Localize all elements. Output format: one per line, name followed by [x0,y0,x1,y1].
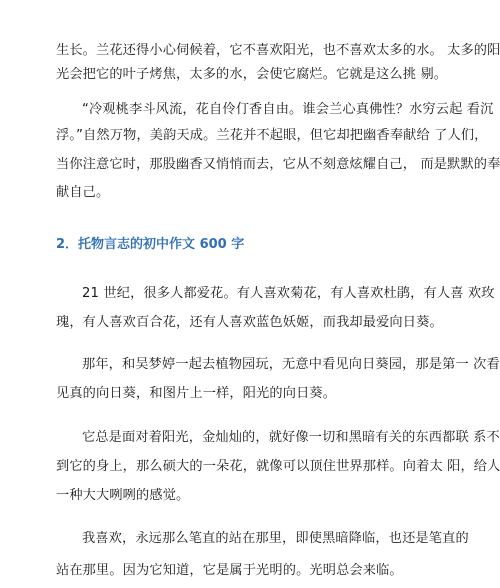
paragraph-2-line-1: “冷观桃李斗风流，花自伶仃香自由。谁会兰心真佛性？水穷云起 看沉 [82,102,494,117]
paragraph-4-line-1: 那年，和吴梦婷一起去植物园玩，无意中看见向日葵园，那是第一 次看 [82,357,500,372]
paragraph-5-line-2: 到它的身上，那么硕大的一朵花，就像可以顶住世界那样。向着太 阳，给人 [56,459,500,474]
paragraph-6-line-1: 我喜欢，永远那么笔直的站在那里，即使黑暗降临，也还是笔直的 [82,531,469,546]
paragraph-3-line-2: 瑰，有人喜欢百合花，还有人喜欢蓝色妖姬，而我却最爱向日葵。 [56,315,443,330]
paragraph-5-line-1: 它总是面对着阳光，金灿灿的，就好像一切和黑暗有关的东西都联 系不 [82,430,500,445]
paragraph-4-line-2: 见真的向日葵，和图片上一样，阳光的向日葵。 [56,386,337,401]
paragraph-6-line-2: 站在那里。因为它知道，它是属于光明的。光明总会来临。 [56,563,403,578]
paragraph-1-line-1: 生长。兰花还得小心伺候着，它不喜欢阳光，也不喜欢太多的水。 太多的阳 [56,43,500,58]
paragraph-1-line-2: 光会把它的叶子烤焦，太多的水，会使它腐烂。它就是这么挑 剔。 [56,67,448,82]
paragraph-2-line-2: 浮。”自然万物，美韵天成。兰花并不起眼，但它却把幽香奉献给 了人们， [56,128,488,143]
section-heading: 2．托物言志的初中作文 600 字 [56,237,245,252]
paragraph-5-line-3: 一种大大咧咧的感觉。 [56,488,190,503]
paragraph-2-line-3: 当你注意它时，那股幽香又悄悄而去，它从不刻意炫耀自己， 而是默默的奉 [56,157,500,172]
paragraph-2-line-4: 献自己。 [56,185,110,200]
paragraph-3-line-1: 21 世纪，很多人都爱花。有人喜欢菊花，有人喜欢杜鹃，有人喜 欢玫 [82,286,495,301]
